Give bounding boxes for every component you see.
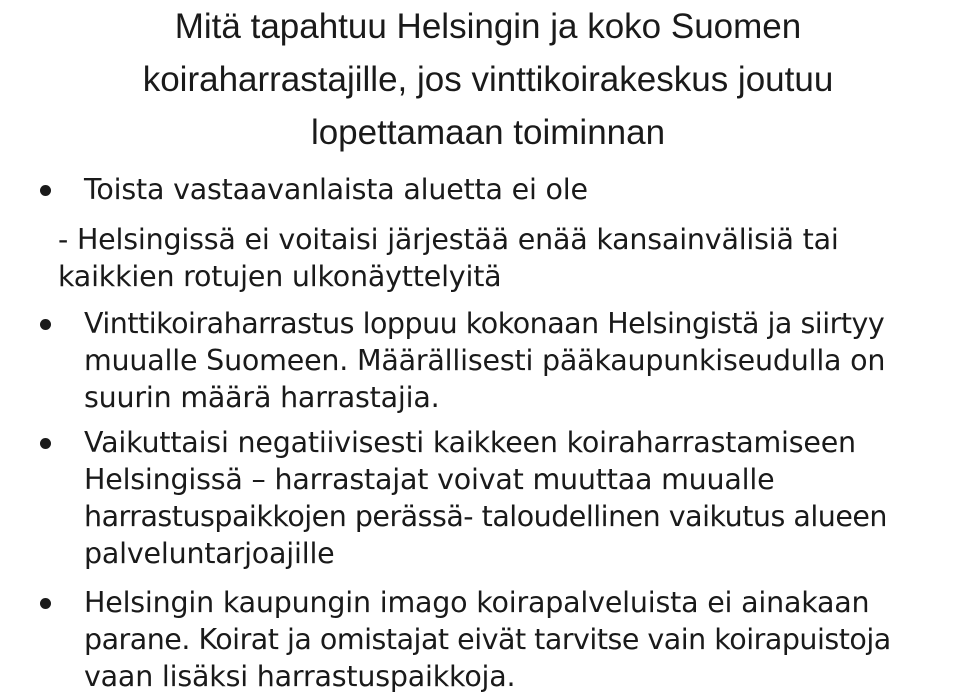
bullet-line: Helsingin kaupungin imago koirapalveluista ei ainakaan xyxy=(84,586,870,619)
bullet-text xyxy=(84,424,958,572)
bullet-line: Toista vastaavanlaista aluetta ei ole xyxy=(84,173,588,206)
slide-title xyxy=(60,0,916,159)
sub-line: - Helsingissä ei voitaisi järjestää enää kansainvälisiä tai xyxy=(58,223,839,256)
bullet-line: parane. Koirat ja omistajat eivät tarvitse vain koirapuistoja xyxy=(84,623,891,656)
bullet-line: muualle Suomeen. Määrällisesti pääkaupunkiseudulla on xyxy=(84,344,886,377)
bullet-icon xyxy=(40,185,51,196)
bullet-text xyxy=(84,584,958,695)
title-line-3: lopettamaan toiminnan xyxy=(310,113,666,152)
sub-line: kaikkien rotujen ulkonäyttelyitä xyxy=(58,260,502,293)
bullet-text xyxy=(84,305,958,416)
bullet-line: harrastuspaikkojen perässä- taloudellinen vaikutus alueen xyxy=(84,500,887,533)
sub-item-1 xyxy=(58,221,938,295)
bullet-text xyxy=(84,171,958,208)
bullet-icon xyxy=(40,438,51,449)
bullet-icon xyxy=(40,319,51,330)
bullet-line: vaan lisäksi harrastuspaikkoja. xyxy=(84,660,516,693)
title-line-2: koiraharrastajille, jos vinttikoirakeskus joutuu xyxy=(142,60,834,99)
title-line-1: Mitä tapahtuu Helsingin ja koko Suomen xyxy=(174,7,802,46)
bullet-icon xyxy=(40,598,51,609)
bullet-line: Vinttikoiraharrastus loppuu kokonaan Helsingistä ja siirtyy xyxy=(84,307,885,340)
bullet-line: palveluntarjoajille xyxy=(84,537,335,570)
bullet-line: Helsingissä – harrastajat voivat muuttaa muualle xyxy=(84,463,775,496)
bullet-line: suurin määrä harrastajia. xyxy=(84,381,440,414)
bullet-line: Vaikuttaisi negatiivisesti kaikkeen koiraharrastamiseen xyxy=(84,426,856,459)
